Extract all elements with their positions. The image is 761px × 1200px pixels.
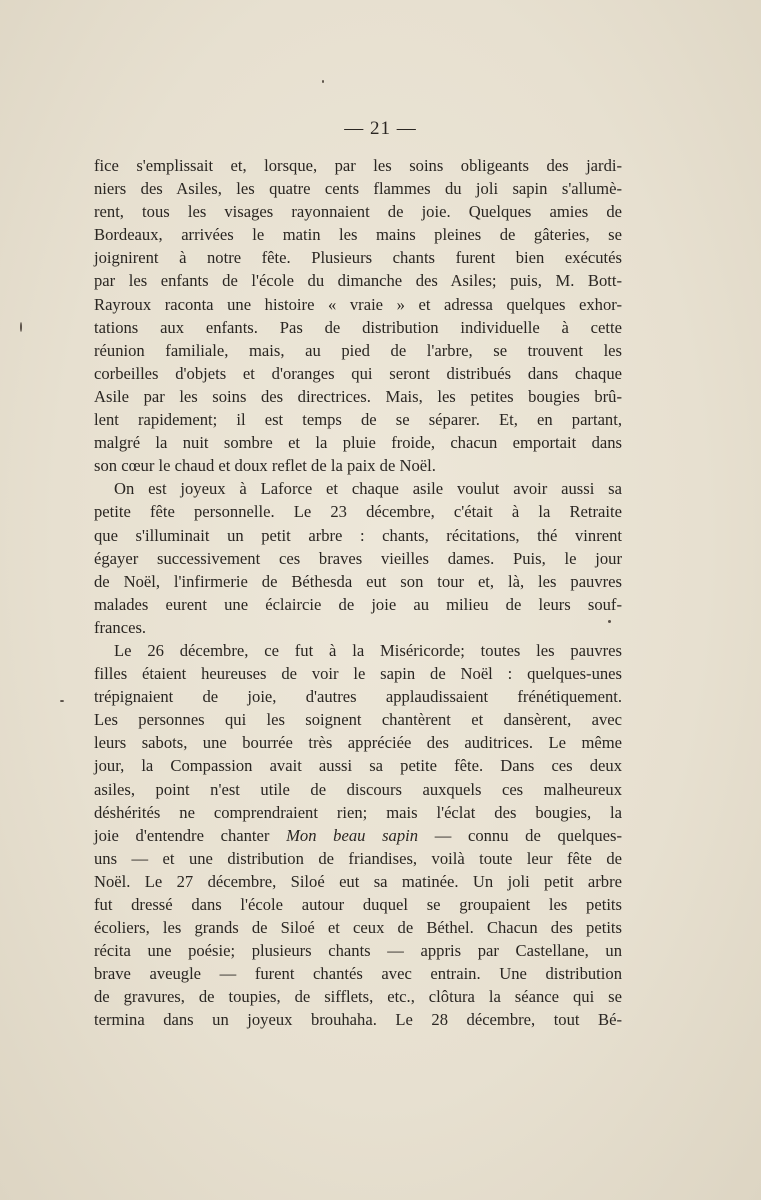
text-line: par les enfants de l'école du dimanche des Asiles; puis, M. Bott-	[94, 271, 622, 291]
text-line: récita une poésie; plusieurs chants — appris par Castellane, un	[94, 941, 622, 961]
text-line: fut dressé dans l'école autour duquel se groupaient les petits	[94, 895, 622, 914]
text-segment: joie d'entendre chanter	[94, 825, 287, 845]
text-line: Rayroux raconta une histoire « vraie » et adressa quelques exhor-	[94, 294, 622, 314]
text-line-with-italic	[94, 824, 622, 847]
text-line: Le 26 décembre, ce fut à la Miséricorde; toutes les pauvres	[114, 640, 622, 660]
text-line: filles étaient heureuses de voir le sapin de Noël : quelques-unes	[94, 664, 622, 684]
text-line: lent rapidement; il est temps de se séparer. Et, en partant,	[94, 410, 622, 430]
text-segment: — connu de quelques-	[418, 825, 622, 845]
paper-speck	[60, 700, 64, 702]
text-line: rent, tous les visages rayonnaient de joie. Quelques amies de	[94, 202, 622, 222]
text-line: son cœur le chaud et doux reflet de la paix de Noël.	[94, 456, 436, 476]
text-line: niers des Asiles, les quatre cents flammes du joli sapin s'allumè-	[94, 179, 622, 199]
text-line: fice s'emplissait et, lorsque, par les soins obligeants des jardi-	[94, 156, 622, 175]
song-title: Mon beau sapin	[286, 825, 419, 845]
text-line: Bordeaux, arrivées le matin les mains pleines de gâteries, se	[94, 225, 622, 245]
paper-speck	[322, 80, 324, 83]
paper-speck	[20, 322, 22, 332]
text-line: Asile par les soins des directrices. Mais, les petites bougies brû-	[94, 386, 622, 406]
text-line: joignirent à notre fête. Plusieurs chants furent bien exécutés	[94, 248, 622, 268]
text-line: frances.	[94, 617, 147, 637]
text-line: égayer successivement ces braves vieilles dames. Puis, le jour	[94, 548, 622, 568]
text-line: que s'illuminait un petit arbre : chants, récitations, thé vinrent	[94, 525, 622, 545]
text-line: termina dans un joyeux brouhaha. Le 28 décembre, tout Bé-	[94, 1010, 622, 1030]
text-line: de Noël, l'infirmerie de Béthesda eut son tour et, là, les pauvres	[94, 571, 622, 591]
body-text	[94, 154, 622, 1032]
text-line: déshérités ne comprendraient rien; mais l'éclat des bougies, la	[94, 802, 622, 822]
page-number: — 21 —	[344, 118, 417, 139]
text-line: Noël. Le 27 décembre, Siloé eut sa matinée. Un joli petit arbre	[94, 871, 622, 891]
text-line: uns — et une distribution de friandises, voilà toute leur fête de	[94, 848, 622, 868]
text-line: de gravures, de toupies, de sifflets, etc., clôtura la séance qui se	[94, 987, 622, 1007]
text-line: trépignaient de joie, d'autres applaudissaient frénétiquement.	[94, 687, 622, 707]
text-line: réunion familiale, mais, au pied de l'arbre, se trouvent les	[94, 340, 622, 360]
text-line: On est joyeux à Laforce et chaque asile voulut avoir aussi sa	[114, 479, 622, 499]
text-line: asiles, point n'est utile de discours auxquels ces malheureux	[94, 779, 622, 799]
text-line: corbeilles d'objets et d'oranges qui seront distribués dans chaque	[94, 363, 622, 383]
text-line: jour, la Compassion avait aussi sa petite fête. Dans ces deux	[94, 756, 622, 776]
text-line: tations aux enfants. Pas de distribution individuelle à cette	[94, 317, 622, 337]
text-line: écoliers, les grands de Siloé et ceux de Béthel. Chacun des petits	[94, 918, 622, 938]
paper-speck	[608, 620, 611, 623]
text-line: Les personnes qui les soignent chantèrent et dansèrent, avec	[94, 710, 622, 730]
text-line: malades eurent une éclaircie de joie au milieu de leurs souf-	[94, 594, 622, 614]
text-line: malgré la nuit sombre et la pluie froide, chacun emportait dans	[94, 433, 622, 453]
text-line: petite fête personnelle. Le 23 décembre, c'était à la Retraite	[94, 502, 622, 522]
text-line: leurs sabots, une bourrée très appréciée des auditrices. Le même	[94, 733, 622, 753]
text-line: brave aveugle — furent chantés avec entrain. Une distribution	[94, 964, 622, 984]
